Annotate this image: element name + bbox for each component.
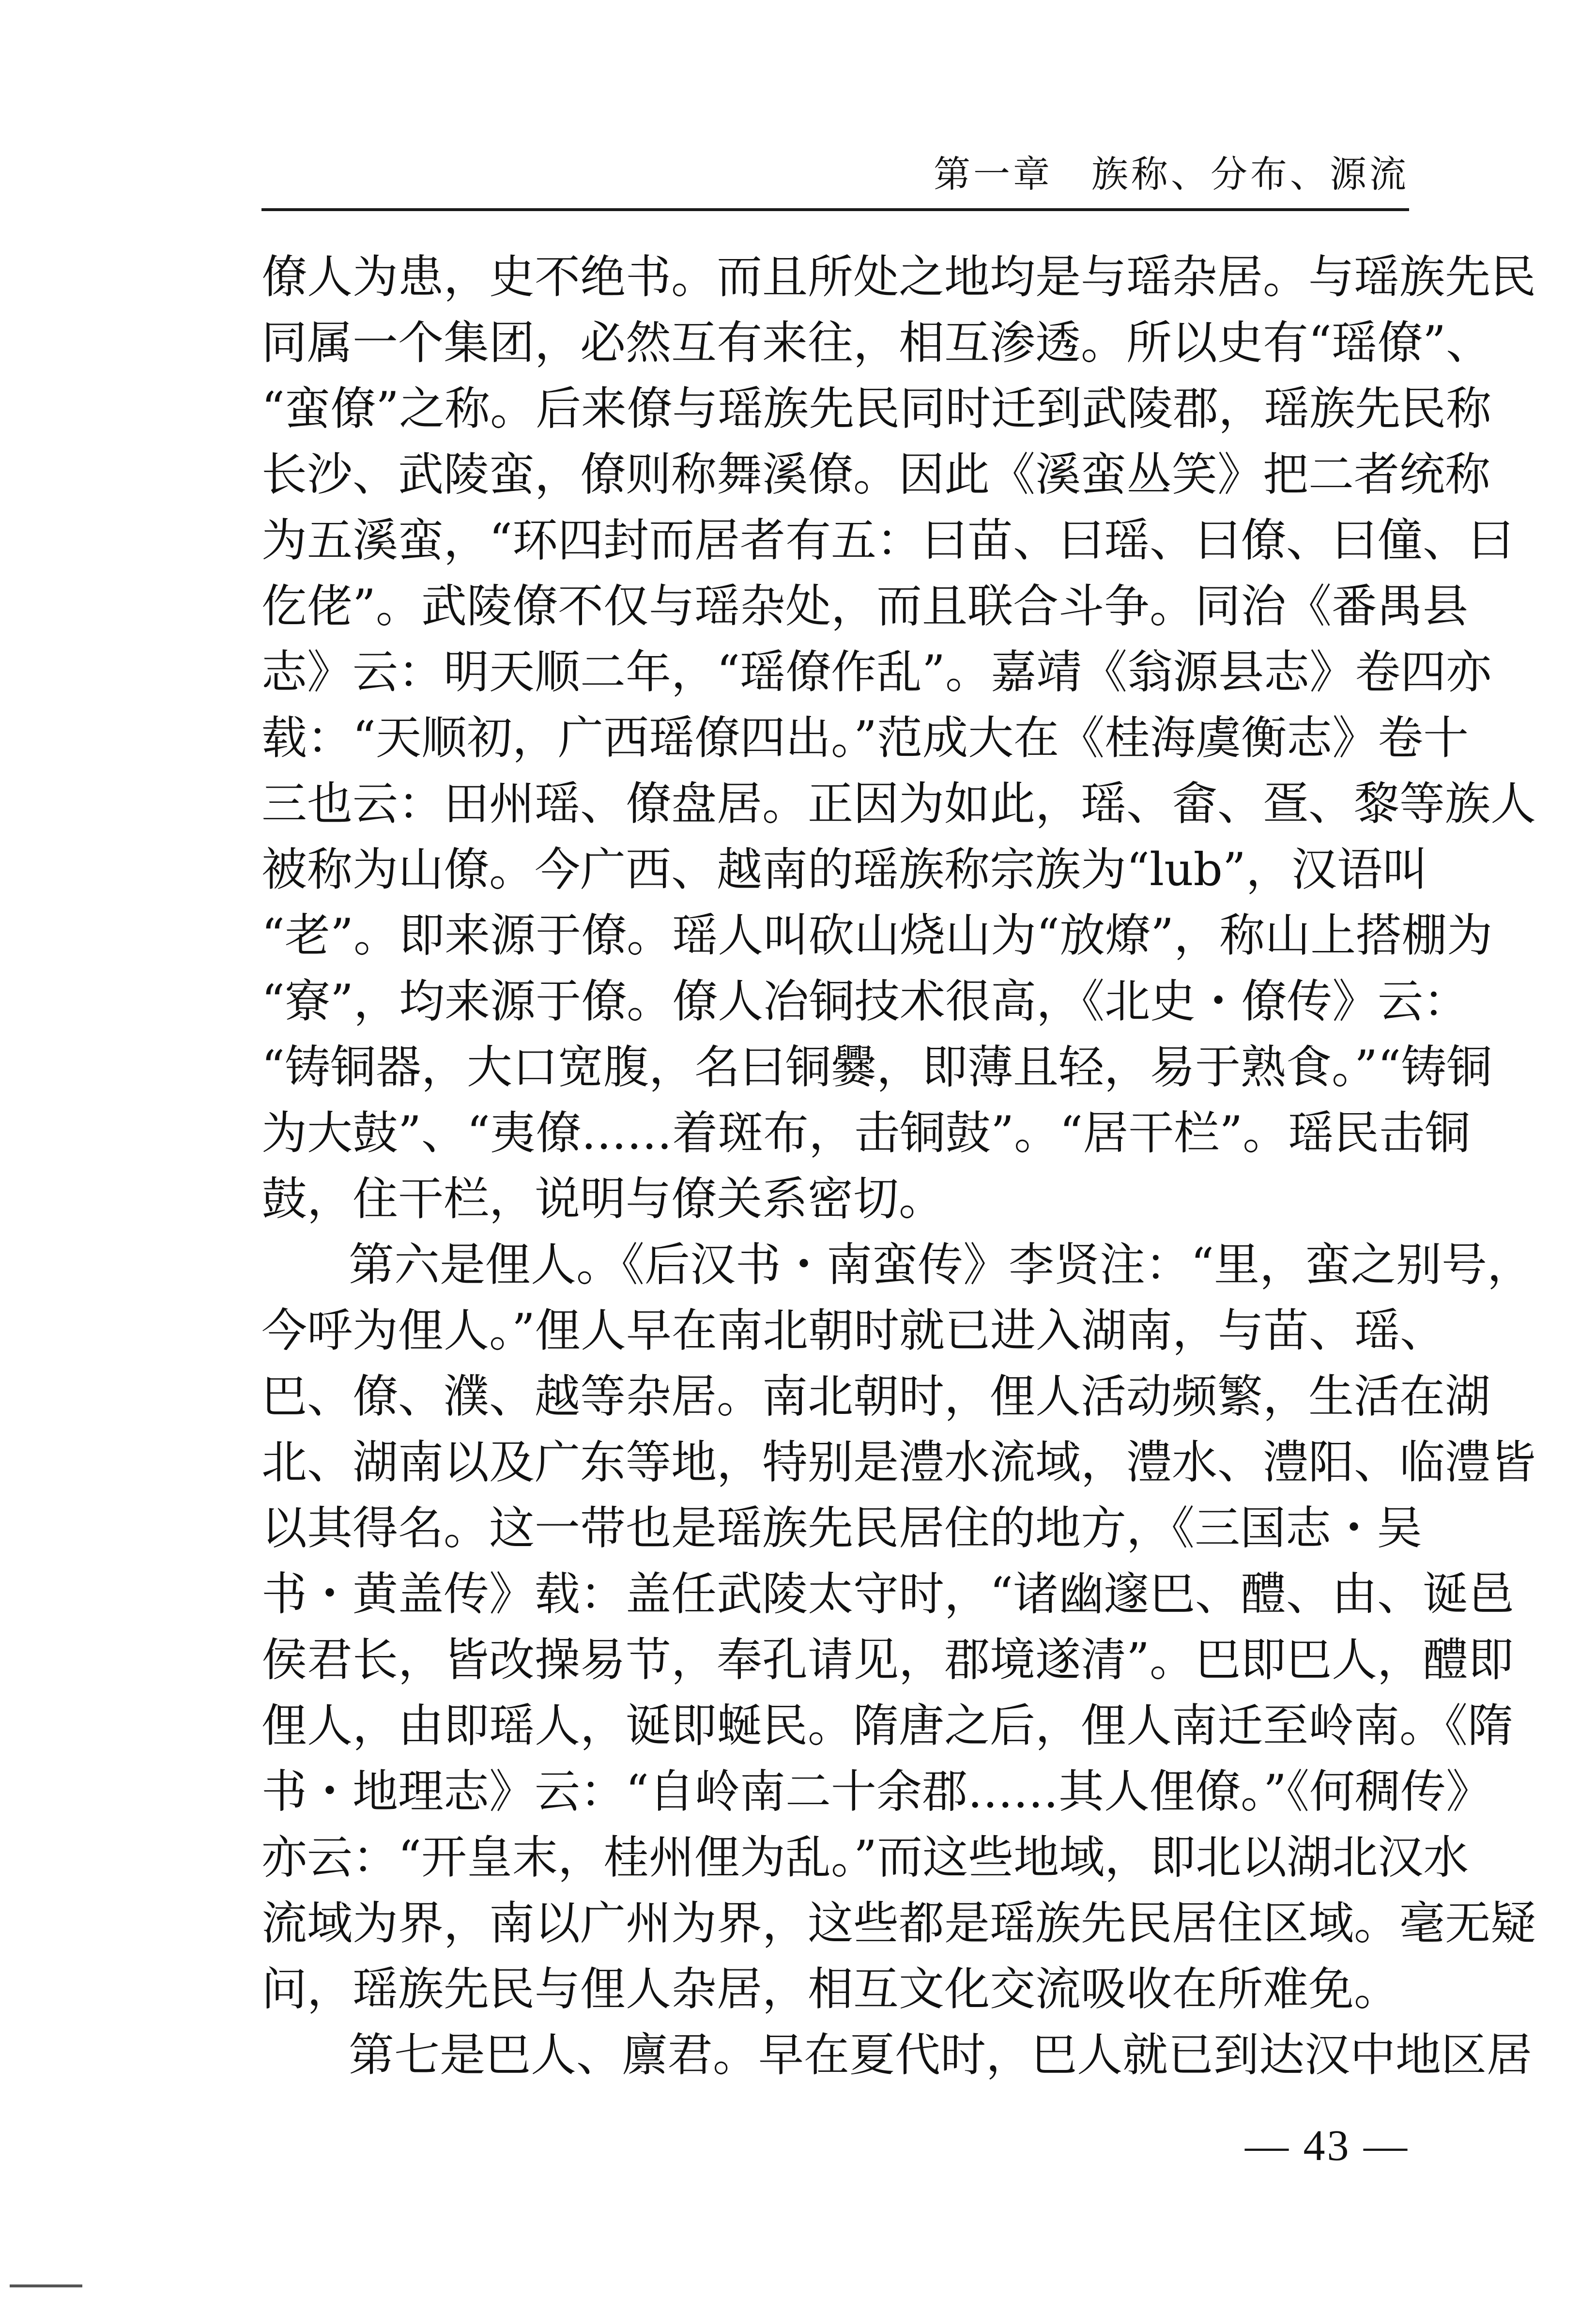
- text-line: 书・地理志》云：“自岭南二十余郡……其人俚僚。”《何稠传》: [261, 1765, 1492, 1818]
- header-chapter: 第一章: [934, 153, 1053, 196]
- text-line: 流域为界，南以广州为界，这些都是瑶族先民居住区域。毫无疑: [261, 1897, 1536, 1950]
- text-line: 巴、僚、濮、越等杂居。南北朝时，俚人活动频繁，生活在湖: [261, 1370, 1491, 1423]
- text-line: 长沙、武陵蛮，僚则称舞溪僚。因此《溪蛮丛笑》把二者统称: [261, 448, 1491, 501]
- scan-edge-mark: [10, 2284, 82, 2287]
- text-line: 僚人为患，史不绝书。而且所处之地均是与瑶杂居。与瑶族先民: [261, 251, 1536, 304]
- text-line: 以其得名。这一带也是瑶族先民居住的地方，《三国志・吴: [261, 1502, 1423, 1555]
- text-line: 仡佬”。武陵僚不仅与瑶杂处，而且联合斗争。同治《番禺县: [261, 580, 1469, 633]
- text-line: 载：“天顺初，广西瑶僚四出。”范成大在《桂海虞衡志》卷十: [261, 712, 1469, 765]
- text-line: 为五溪蛮，“环四封而居者有五：曰苗、曰瑶、曰僚、曰僮、曰: [261, 514, 1514, 567]
- text-line: 北、湖南以及广东等地，特别是澧水流域，澧水、澧阳、临澧皆: [261, 1436, 1536, 1489]
- header-text: [934, 145, 1409, 198]
- running-header: [261, 145, 1409, 211]
- text-line: “蛮僚”之称。后来僚与瑶族先民同时迁到武陵郡，瑶族先民称: [261, 383, 1492, 435]
- page-number: — 43 —: [1245, 2122, 1409, 2170]
- body-text: [261, 245, 1536, 2088]
- text-line: “寮”，均来源于僚。僚人冶铜技术很高，《北史・僚传》云：: [261, 975, 1469, 1028]
- text-line: 问，瑶族先民与俚人杂居，相互文化交流吸收在所难免。: [261, 1963, 1400, 2016]
- text-line: 今呼为俚人。”俚人早在南北朝时就已进入湖南，与苗、瑶、: [261, 1304, 1446, 1357]
- text-line: “老”。即来源于僚。瑶人叫砍山烧山为“放燎”，称山上搭棚为: [261, 909, 1493, 962]
- text-line: 俚人，由即瑶人，诞即蜒民。隋唐之后，俚人南迁至岭南。《隋: [261, 1700, 1514, 1752]
- text-line: 同属一个集团，必然互有来往，相互渗透。所以史有“瑶僚”、: [261, 317, 1492, 369]
- header-title: 族称、分布、源流: [1091, 153, 1409, 196]
- text-line: 志》云：明天顺二年，“瑶僚作乱”。嘉靖《翁源县志》卷四亦: [261, 646, 1492, 699]
- text-line: “铸铜器，大口宽腹，名曰铜爨，即薄且轻，易于熟食。”“铸铜: [261, 1041, 1492, 1094]
- text-line: 第六是俚人。《后汉书・南蛮传》李贤注：“里，蛮之别号，: [349, 1239, 1533, 1291]
- text-line: 侯君长，皆改操易节，奉孔请见，郡境遂清”。巴即巴人，醴即: [261, 1634, 1514, 1686]
- text-line: 鼓，住干栏，说明与僚关系密切。: [261, 1173, 945, 1226]
- text-line: 被称为山僚。今广西、越南的瑶族称宗族为“lub”，汉语叫: [261, 843, 1428, 896]
- text-line: 三也云：田州瑶、僚盘居。正因为如此，瑶、畲、疍、黎等族人: [261, 778, 1536, 830]
- text-line: 第七是巴人、廪君。早在夏代时，巴人就已到达汉中地区居: [349, 2029, 1533, 2082]
- text-line: 书・黄盖传》载：盖任武陵太守时，“诸幽邃巴、醴、由、诞邑: [261, 1568, 1514, 1621]
- text-line: 为大鼓”、“夷僚……着斑布，击铜鼓”。“居干栏”。瑶民击铜: [261, 1107, 1471, 1160]
- text-line: 亦云：“开皇末，桂州俚为乱。”而这些地域，即北以湖北汉水: [261, 1831, 1469, 1884]
